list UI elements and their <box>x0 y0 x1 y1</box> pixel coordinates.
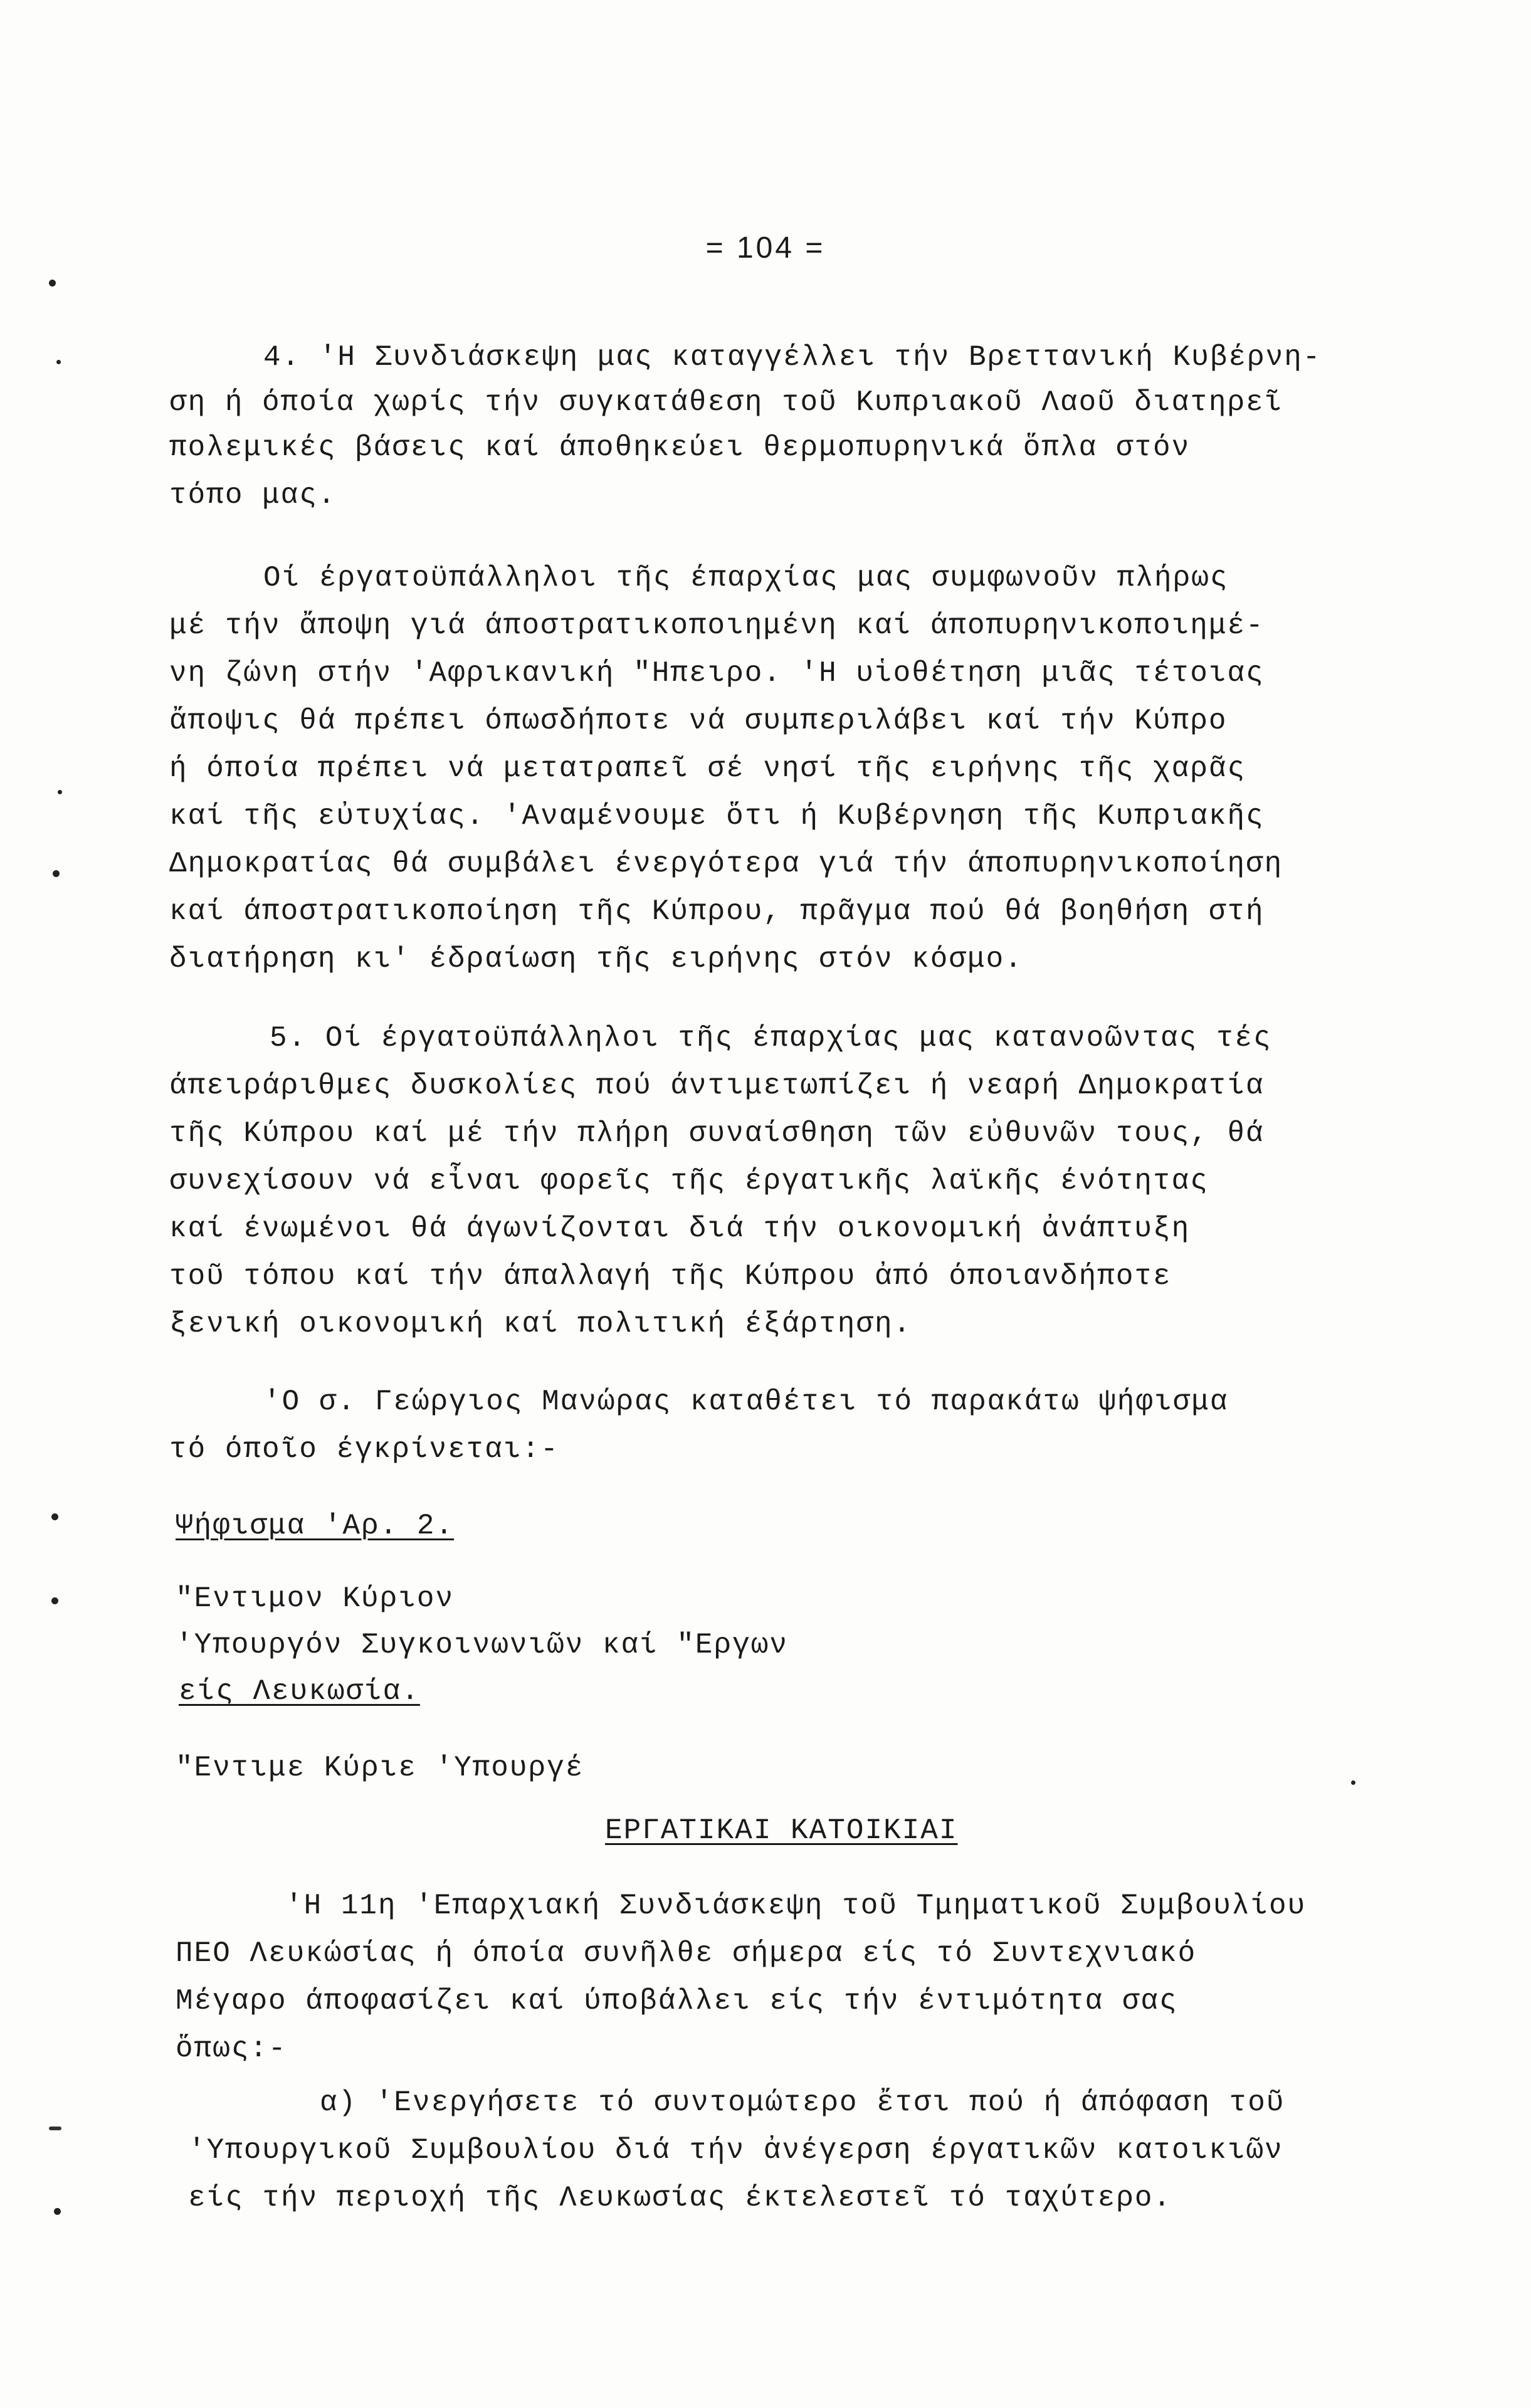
text-line: ΠΕΟ Λευκώσίας ή όποία συνῆλθε σήμερα είς τό Συντεχνιακό <box>176 1937 1197 1970</box>
text-line: καί άποστρατικοποίηση τῆς Κύπρου, πρᾶγμα πού θά βοηθήση στή <box>169 895 1265 928</box>
salutation: "Εντιμε Κύριε 'Υπουργέ <box>176 1752 584 1784</box>
text-line: μέ τήν ἄποψη γιά άποστρατικοποιημένη καί άποπυρηνικοποιημέ- <box>169 609 1265 642</box>
text-line: ση ή όποία χωρίς τήν συγκατάθεση τοῦ Κυπριακοῦ Λαοῦ διατηρεῖ <box>169 386 1283 419</box>
resolution-heading: Ψήφισμα 'Αρ. 2. <box>176 1510 455 1542</box>
address-city: είς Λευκωσία. <box>179 1675 420 1708</box>
text-line: 'Η 11η 'Επαρχιακή Συνδιάσκεψη τοῦ Τμηματικοῦ Συμβουλίου <box>285 1890 1307 1922</box>
text-line: 'Υπουργικοῦ Συμβουλίου διά τήν ἀνέγερση έργατικῶν κατοικιῶν <box>188 2134 1283 2167</box>
scan-speck <box>49 280 56 287</box>
text-line: ξενική οικονομική καί πολιτική έξάρτηση. <box>169 1308 912 1340</box>
text-line: 4. 'Η Συνδιάσκεψη μας καταγγέλλει τήν Βρεττανική Κυβέρνη- <box>263 341 1322 374</box>
text-line: καί ένωμένοι θά άγωνίζονται διά τήν οικονομική ἀνάπτυξη <box>169 1212 1191 1245</box>
text-line: 5. Οί έργατοϋπάλληλοι τῆς έπαρχίας μας κατανοῶντας τές <box>270 1022 1272 1054</box>
text-line: Οί έργατοϋπάλληλοι τῆς έπαρχίας μας συμφωνοῦν πλήρως <box>263 562 1229 594</box>
scan-speck <box>56 360 61 364</box>
text-line: τό όποῖο έγκρίνεται:- <box>169 1433 559 1466</box>
text-line: τόπο μας. <box>169 479 337 512</box>
text-line: Δημοκρατίας θά συμβάλει ένεργότερα γιά τήν άποπυρηνικοποίηση <box>169 848 1283 880</box>
text-line: ὅπως:- <box>176 2032 287 2065</box>
text-line: άπειράριθμες δυσκολίες πού άντιμετωπίζει ή νεαρή Δημοκρατία <box>169 1070 1265 1102</box>
text-line: νη ζώνη στήν 'Αφρικανική "Ηπειρο. 'Η υἱοθέτηση μιᾶς τέτοιας <box>169 657 1265 690</box>
scan-speck <box>51 1597 58 1604</box>
text-line: διατήρηση κι' έδραίωση τῆς ειρήνης στόν κόσμο. <box>169 943 1023 975</box>
text-line: 'Ο σ. Γεώργιος Μανώρας καταθέτει τό παρακάτω ψήφισμα <box>263 1385 1229 1418</box>
page-number: = 104 = <box>705 231 826 265</box>
text-line: 'Υπουργόν Συγκοινωνιῶν καί "Εργων <box>176 1629 788 1661</box>
text-line: τῆς Κύπρου καί μέ τήν πλήρη συναίσθηση τῶν εὐθυνῶν τους, θά <box>169 1117 1265 1150</box>
scan-speck <box>49 2127 61 2130</box>
scan-speck <box>1351 1780 1355 1785</box>
text-line: α) 'Ενεργήσετε τό συντομώτερο ἔτσι πού ή άπόφαση τοῦ <box>320 2086 1285 2119</box>
scan-speck <box>51 1513 58 1520</box>
text-line: πολεμικές βάσεις καί άποθηκεύει θερμοπυρηνικά ὅπλα στόν <box>169 431 1191 464</box>
text-line: καί τῆς εὐτυχίας. 'Αναμένουμε ὅτι ή Κυβέρνηση τῆς Κυπριακῆς <box>169 800 1265 833</box>
section-title: ΕΡΓΑΤΙΚΑΙ ΚΑΤΟΙΚΙΑΙ <box>605 1814 958 1847</box>
text-line: ή όποία πρέπει νά μετατραπεῖ σέ νησί τῆς ειρήνης τῆς χαρᾶς <box>169 752 1246 785</box>
scan-speck <box>54 2208 61 2215</box>
text-line: συνεχίσουν νά εἶναι φορεῖς τῆς έργατικῆς λαϊκῆς ένότητας <box>169 1165 1209 1197</box>
text-line: ἄποψις θά πρέπει όπωσδήποτε νά συμπεριλάβει καί τήν Κύπρο <box>169 705 1228 737</box>
scan-speck <box>53 870 60 877</box>
text-line: τοῦ τόπου καί τήν άπαλλαγή τῆς Κύπρου ἀπό όποιανδήποτε <box>169 1260 1172 1293</box>
text-line: Μέγαρο άποφασίζει καί ύποβάλλει είς τήν έντιμότητα σας <box>176 1985 1178 2017</box>
text-line: "Εντιμον Κύριον <box>176 1582 455 1615</box>
text-line: είς τήν περιοχή τῆς Λευκωσίας έκτελεστεῖ τό ταχύτερο. <box>188 2182 1172 2214</box>
scan-speck <box>58 790 62 794</box>
